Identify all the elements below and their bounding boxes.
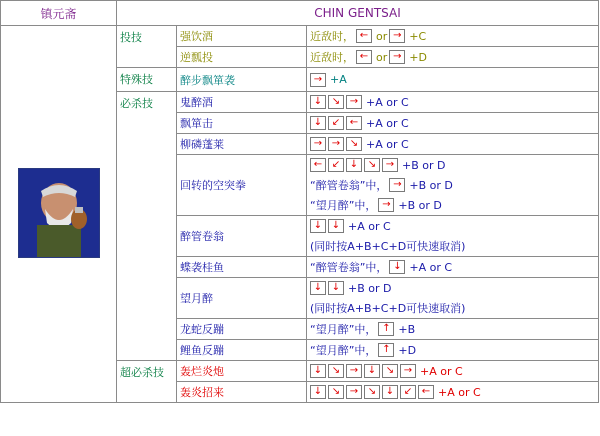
arrow-down-icon: ↓ xyxy=(389,260,405,274)
move-name: 逆瓢投 xyxy=(177,47,307,68)
arrow-right-icon: → xyxy=(328,137,344,151)
arrow-down-icon: ↓ xyxy=(328,219,344,233)
move-name: 蝶袭桂鱼 xyxy=(177,257,307,278)
arrow-down-icon: ↓ xyxy=(310,385,326,399)
move-input xyxy=(307,92,599,113)
move-input xyxy=(307,68,599,92)
arrow-down-left-icon: ↙ xyxy=(400,385,416,399)
input-line xyxy=(310,257,595,277)
input-line xyxy=(310,175,595,195)
input-text: or xyxy=(376,50,388,64)
character-title: CHIN GENTSAI xyxy=(117,1,599,26)
arrow-right-icon: → xyxy=(346,364,362,378)
arrow-down-right-icon: ↘ xyxy=(328,385,344,399)
input-prefix: “望月醉”中， xyxy=(310,344,377,357)
move-name: 强饮酒 xyxy=(177,26,307,47)
input-text: +B or D xyxy=(402,158,446,172)
arrow-right-icon: → xyxy=(346,95,362,109)
input-line xyxy=(310,278,595,298)
category-label: 必杀技 xyxy=(117,92,177,361)
arrow-down-right-icon: ↘ xyxy=(382,364,398,378)
move-name: 柳磷蓬莱 xyxy=(177,134,307,155)
move-name: 轰炎招来 xyxy=(177,382,307,403)
arrow-down-right-icon: ↘ xyxy=(364,158,380,172)
input-text: +B or D xyxy=(348,281,392,295)
arrow-down-icon: ↓ xyxy=(310,95,326,109)
move-input xyxy=(307,257,599,278)
input-line xyxy=(310,134,595,154)
category-label: 特殊技 xyxy=(117,68,177,92)
move-name: 轰烂炎炮 xyxy=(177,361,307,382)
move-input xyxy=(307,361,599,382)
input-text: +B xyxy=(398,322,416,336)
input-prefix: “望月醉”中， xyxy=(310,199,377,212)
input-text: +D xyxy=(398,343,417,357)
move-list-body xyxy=(1,1,599,403)
arrow-down-right-icon: ↘ xyxy=(328,95,344,109)
arrow-right-icon: → xyxy=(389,178,405,192)
input-text: +A or C xyxy=(366,116,409,130)
input-line xyxy=(310,113,595,133)
input-line xyxy=(310,216,595,236)
input-text: +A or C xyxy=(366,137,409,151)
input-text: +A or C xyxy=(348,219,391,233)
arrow-left-icon: ← xyxy=(356,29,372,43)
input-line xyxy=(310,26,595,46)
arrow-down-icon: ↓ xyxy=(310,281,326,295)
arrow-left-icon: ← xyxy=(418,385,434,399)
input-line xyxy=(310,47,595,67)
arrow-down-icon: ↓ xyxy=(310,364,326,378)
move-input xyxy=(307,113,599,134)
arrow-down-icon: ↓ xyxy=(382,385,398,399)
arrow-right-icon: → xyxy=(346,385,362,399)
input-line xyxy=(310,319,595,339)
input-prefix: “望月醉”中， xyxy=(310,323,377,336)
arrow-down-icon: ↓ xyxy=(310,219,326,233)
category-label: 超必杀技 xyxy=(117,361,177,403)
arrow-right-icon: → xyxy=(382,158,398,172)
input-line xyxy=(310,382,595,402)
input-text: +A or C xyxy=(366,95,409,109)
portrait-cell xyxy=(1,26,117,403)
input-text: +A or C xyxy=(420,364,463,378)
move-name: 飘箪击 xyxy=(177,113,307,134)
input-line xyxy=(310,70,595,90)
move-input xyxy=(307,47,599,68)
move-name: 回转的空突拳 xyxy=(177,155,307,216)
input-line xyxy=(310,361,595,381)
input-text: +A or C xyxy=(438,385,481,399)
input-line xyxy=(310,340,595,360)
input-line xyxy=(310,298,595,318)
input-prefix: “醉管卷翁”中， xyxy=(310,261,388,274)
arrow-left-icon: ← xyxy=(310,158,326,172)
arrow-down-left-icon: ↙ xyxy=(328,158,344,172)
input-text: +A or C xyxy=(409,260,453,274)
move-input xyxy=(307,319,599,340)
arrow-down-right-icon: ↘ xyxy=(346,137,362,151)
arrow-down-icon: ↓ xyxy=(364,364,380,378)
input-line xyxy=(310,155,595,175)
input-prefix: 近敌时， xyxy=(310,51,354,64)
input-prefix: 近敌时， xyxy=(310,30,354,43)
input-text: +B or D xyxy=(398,198,442,212)
move-input xyxy=(307,155,599,216)
move-name: 醉步飘箪袭 xyxy=(177,68,307,92)
arrow-down-right-icon: ↘ xyxy=(364,385,380,399)
input-line xyxy=(310,92,595,112)
arrow-down-icon: ↓ xyxy=(310,116,326,130)
move-row xyxy=(1,26,599,47)
arrow-down-icon: ↓ xyxy=(346,158,362,172)
input-prefix: “醉管卷翁”中， xyxy=(310,179,388,192)
arrow-down-icon: ↓ xyxy=(328,281,344,295)
move-name: 望月醉 xyxy=(177,278,307,319)
arrow-right-icon: → xyxy=(378,198,394,212)
arrow-up-icon: ↑ xyxy=(378,343,394,357)
arrow-down-right-icon: ↘ xyxy=(328,364,344,378)
input-text: +D xyxy=(409,50,427,64)
move-name: 龙蛇反蹦 xyxy=(177,319,307,340)
input-text: or xyxy=(376,29,388,43)
move-name: 鲤鱼反蹦 xyxy=(177,340,307,361)
arrow-left-icon: ← xyxy=(356,50,372,64)
input-prefix: (同时按A+B+C+D可快速取消) xyxy=(310,240,466,253)
arrow-right-icon: → xyxy=(310,73,326,87)
move-input xyxy=(307,382,599,403)
move-input xyxy=(307,278,599,319)
arrow-right-icon: → xyxy=(310,137,326,151)
input-text: +A xyxy=(330,73,347,86)
move-input xyxy=(307,340,599,361)
input-text: +B or D xyxy=(409,178,453,192)
move-name: 鬼醉酒 xyxy=(177,92,307,113)
move-input xyxy=(307,134,599,155)
move-input xyxy=(307,216,599,257)
header-row xyxy=(1,1,599,26)
character-portrait xyxy=(18,168,100,258)
arrow-down-left-icon: ↙ xyxy=(328,116,344,130)
input-line xyxy=(310,236,595,256)
arrow-right-icon: → xyxy=(389,50,405,64)
input-text: +C xyxy=(409,29,427,43)
category-label: 投技 xyxy=(117,26,177,68)
arrow-up-icon: ↑ xyxy=(378,322,394,336)
input-line xyxy=(310,195,595,215)
character-name: 镇元斋 xyxy=(1,1,117,26)
arrow-left-icon: ← xyxy=(346,116,362,130)
move-input xyxy=(307,26,599,47)
arrow-right-icon: → xyxy=(389,29,405,43)
arrow-right-icon: → xyxy=(400,364,416,378)
input-prefix: (同时按A+B+C+D可快速取消) xyxy=(310,302,466,315)
move-name: 醉管卷翁 xyxy=(177,216,307,257)
